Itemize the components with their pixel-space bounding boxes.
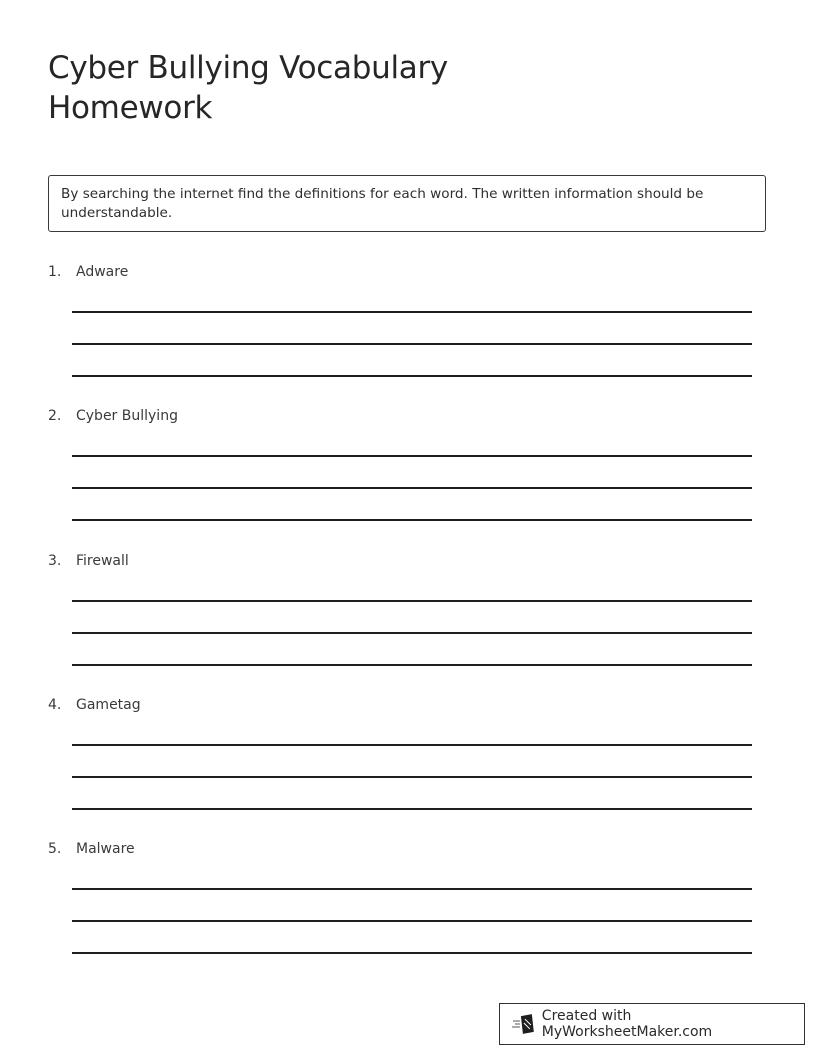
item-number: 2. (48, 408, 62, 424)
footer-badge[interactable] (499, 1003, 805, 1045)
title-line-2: Homework (48, 90, 213, 126)
page-title (48, 48, 488, 128)
item-number: 1. (48, 264, 62, 280)
item-word: Cyber Bullying (76, 408, 178, 424)
item-word: Adware (76, 264, 129, 280)
answer-line[interactable] (72, 600, 752, 602)
answer-line[interactable] (72, 343, 752, 345)
answer-line[interactable] (72, 311, 752, 313)
answer-line[interactable] (72, 744, 752, 746)
answer-line[interactable] (72, 776, 752, 778)
answer-line[interactable] (72, 808, 752, 810)
instructions-box: By searching the internet find the definitions for each word. The written information should be understandable. (48, 175, 766, 232)
answer-line[interactable] (72, 487, 752, 489)
vocab-item-label (48, 840, 135, 858)
answer-line[interactable] (72, 519, 752, 521)
answer-line[interactable] (72, 952, 752, 954)
vocab-item-label (48, 552, 129, 570)
answer-line[interactable] (72, 632, 752, 634)
vocab-item-label (48, 407, 178, 425)
item-number: 4. (48, 697, 62, 713)
item-number: 5. (48, 841, 62, 857)
vocab-item-label (48, 696, 141, 714)
item-number: 3. (48, 553, 62, 569)
vocab-item-label (48, 263, 128, 281)
title-line-1: Cyber Bullying Vocabulary (48, 50, 448, 86)
item-word: Malware (76, 841, 135, 857)
footer-label: Created with MyWorksheetMaker.com (541, 1008, 713, 1040)
answer-line[interactable] (72, 888, 752, 890)
answer-line[interactable] (72, 664, 752, 666)
item-word: Gametag (76, 697, 141, 713)
answer-line[interactable] (72, 375, 752, 377)
answer-line[interactable] (72, 455, 752, 457)
answer-line[interactable] (72, 920, 752, 922)
item-word: Firewall (76, 553, 129, 569)
worksheet-logo-icon (512, 1013, 536, 1035)
